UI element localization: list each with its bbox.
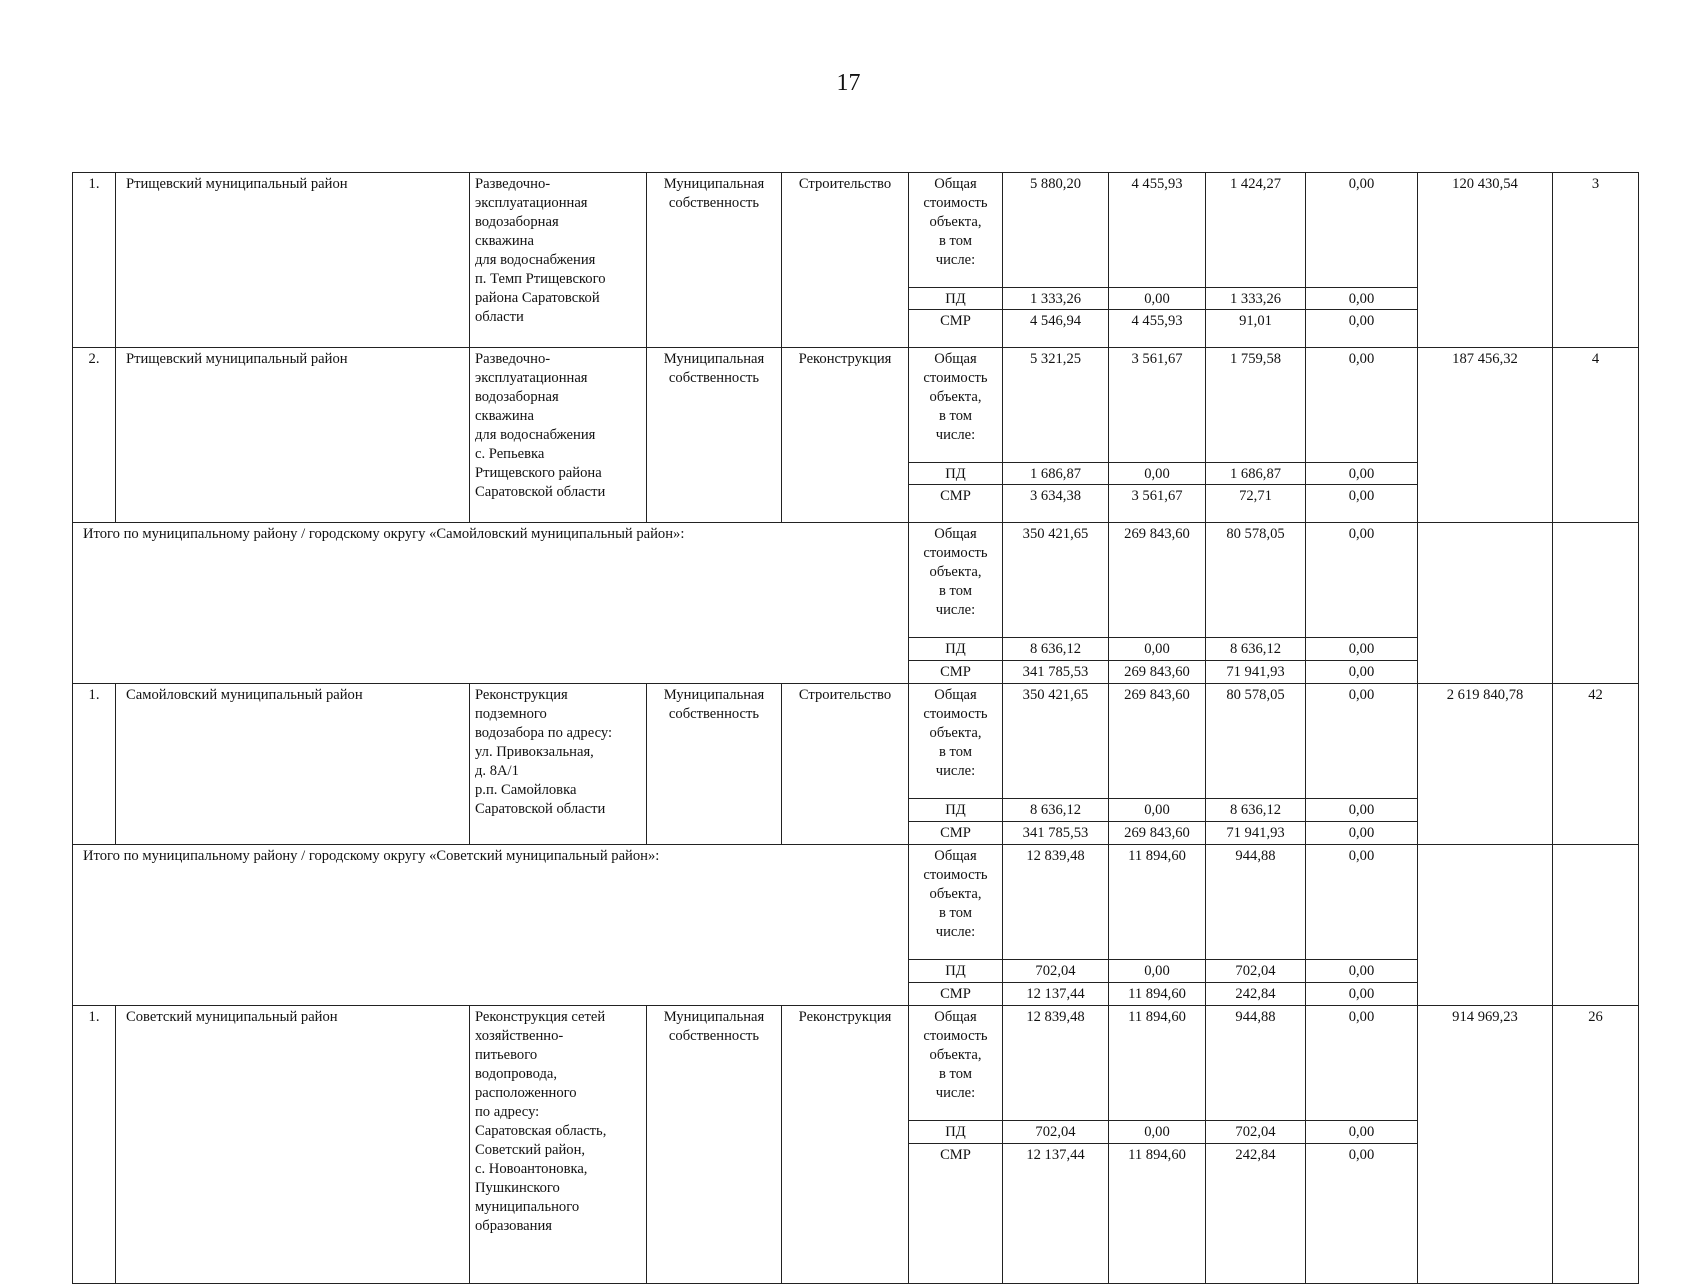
object-description: Реконструкция сетей хозяйственно- питьевого водопровода, расположенного по адресу: Саратовская область, Советский район, с. Новоантоновка, Пушкинского муниципального образования: [470, 1006, 647, 1284]
pd-value: 702,04: [1003, 960, 1109, 983]
pd-value: 8 636,12: [1206, 799, 1306, 822]
total-cost-value: 3 561,67: [1109, 348, 1206, 463]
empty-cell: [1418, 845, 1553, 1006]
total-cost-value: 11 894,60: [1109, 845, 1206, 960]
pd-value: 0,00: [1109, 799, 1206, 822]
district-total-label: Итого по муниципальному району / городскому округу «Советский муниципальный район»:: [73, 845, 909, 1006]
object-description: Разведочно- эксплуатационная водозаборная скважина для водоснабжения с. Репьевка Ртищевского района Саратовской области: [470, 348, 647, 523]
pd-value: 702,04: [1206, 960, 1306, 983]
smr-value: 11 894,60: [1109, 983, 1206, 1006]
pd-value: 8 636,12: [1206, 638, 1306, 661]
smr-label: СМР: [909, 822, 1003, 845]
total-cost-value: 0,00: [1306, 1006, 1418, 1121]
total-cost-value: 12 839,48: [1003, 845, 1109, 960]
pd-value: 0,00: [1306, 799, 1418, 822]
total-cost-value: 0,00: [1306, 348, 1418, 463]
smr-value: 0,00: [1306, 485, 1418, 523]
smr-value: 0,00: [1306, 1144, 1418, 1284]
work-type: Реконструкция: [782, 348, 909, 523]
total-cost-value: 11 894,60: [1109, 1006, 1206, 1121]
ownership-type: Муниципальная собственность: [647, 1006, 782, 1284]
investment-objects-table: [72, 172, 1639, 1284]
smr-value: 3 561,67: [1109, 485, 1206, 523]
pd-value: 1 686,87: [1003, 463, 1109, 485]
pd-value: 8 636,12: [1003, 638, 1109, 661]
pd-value: 0,00: [1109, 288, 1206, 310]
pd-label: ПД: [909, 288, 1003, 310]
smr-value: 4 546,94: [1003, 310, 1109, 348]
smr-label: СМР: [909, 661, 1003, 684]
capacity-value: 914 969,23: [1418, 1006, 1553, 1284]
total-cost-label: Общая стоимость объекта, в том числе:: [909, 1006, 1003, 1121]
total-cost-value: 0,00: [1306, 684, 1418, 799]
pd-value: 1 333,26: [1003, 288, 1109, 310]
pd-label: ПД: [909, 960, 1003, 983]
total-cost-value: 1 759,58: [1206, 348, 1306, 463]
table-body: [73, 173, 1639, 1284]
smr-value: 0,00: [1306, 310, 1418, 348]
work-type: Реконструкция: [782, 1006, 909, 1284]
row-number: 1.: [73, 1006, 116, 1284]
total-cost-value: 80 578,05: [1206, 523, 1306, 638]
pd-value: 0,00: [1109, 638, 1206, 661]
smr-label: СМР: [909, 983, 1003, 1006]
smr-value: 269 843,60: [1109, 661, 1206, 684]
total-cost-value: 269 843,60: [1109, 523, 1206, 638]
total-cost-value: 0,00: [1306, 173, 1418, 288]
district-name: Ртищевский муниципальный район: [116, 348, 470, 523]
smr-value: 341 785,53: [1003, 822, 1109, 845]
total-cost-value: 5 321,25: [1003, 348, 1109, 463]
pd-value: 8 636,12: [1003, 799, 1109, 822]
pd-label: ПД: [909, 1121, 1003, 1144]
smr-value: 3 634,38: [1003, 485, 1109, 523]
capacity-value: 187 456,32: [1418, 348, 1553, 523]
table-row-total: [73, 523, 1639, 638]
smr-label: СМР: [909, 310, 1003, 348]
total-cost-label: Общая стоимость объекта, в том числе:: [909, 523, 1003, 638]
object-description: Реконструкция подземного водозабора по адресу: ул. Привокзальная, д. 8А/1 р.п. Самойловка Саратовской области: [470, 684, 647, 845]
pd-label: ПД: [909, 799, 1003, 822]
district-name: Советский муниципальный район: [116, 1006, 470, 1284]
total-cost-label: Общая стоимость объекта, в том числе:: [909, 173, 1003, 288]
pd-label: ПД: [909, 463, 1003, 485]
smr-value: 12 137,44: [1003, 1144, 1109, 1284]
table-row-item: [73, 173, 1639, 288]
total-cost-value: 944,88: [1206, 1006, 1306, 1121]
smr-value: 71 941,93: [1206, 822, 1306, 845]
pd-value: 0,00: [1306, 288, 1418, 310]
smr-value: 4 455,93: [1109, 310, 1206, 348]
pd-label: ПД: [909, 638, 1003, 661]
smr-value: 72,71: [1206, 485, 1306, 523]
capacity-value: 2 619 840,78: [1418, 684, 1553, 845]
pd-value: 702,04: [1206, 1121, 1306, 1144]
empty-cell: [1418, 523, 1553, 684]
smr-label: СМР: [909, 485, 1003, 523]
total-cost-value: 350 421,65: [1003, 523, 1109, 638]
pd-value: 702,04: [1003, 1121, 1109, 1144]
smr-value: 71 941,93: [1206, 661, 1306, 684]
pd-value: 0,00: [1306, 1121, 1418, 1144]
smr-value: 0,00: [1306, 661, 1418, 684]
smr-value: 11 894,60: [1109, 1144, 1206, 1284]
smr-value: 242,84: [1206, 1144, 1306, 1284]
count-value: 42: [1553, 684, 1639, 845]
count-value: 26: [1553, 1006, 1639, 1284]
capacity-value: 120 430,54: [1418, 173, 1553, 348]
pd-value: 0,00: [1109, 960, 1206, 983]
table-row-total: [73, 845, 1639, 960]
smr-value: 341 785,53: [1003, 661, 1109, 684]
total-cost-label: Общая стоимость объекта, в том числе:: [909, 348, 1003, 463]
page-number: 17: [836, 70, 861, 96]
pd-value: 0,00: [1109, 1121, 1206, 1144]
ownership-type: Муниципальная собственность: [647, 684, 782, 845]
pd-value: 0,00: [1109, 463, 1206, 485]
count-value: 4: [1553, 348, 1639, 523]
pd-value: 0,00: [1306, 960, 1418, 983]
pd-value: 0,00: [1306, 463, 1418, 485]
total-cost-value: 944,88: [1206, 845, 1306, 960]
total-cost-value: 5 880,20: [1003, 173, 1109, 288]
total-cost-value: 4 455,93: [1109, 173, 1206, 288]
total-cost-label: Общая стоимость объекта, в том числе:: [909, 845, 1003, 960]
total-cost-value: 0,00: [1306, 523, 1418, 638]
total-cost-label: Общая стоимость объекта, в том числе:: [909, 684, 1003, 799]
row-number: 2.: [73, 348, 116, 523]
district-total-label: Итого по муниципальному району / городскому округу «Самойловский муниципальный район»:: [73, 523, 909, 684]
empty-cell: [1553, 845, 1639, 1006]
district-name: Самойловский муниципальный район: [116, 684, 470, 845]
work-type: Строительство: [782, 173, 909, 348]
smr-value: 242,84: [1206, 983, 1306, 1006]
ownership-type: Муниципальная собственность: [647, 348, 782, 523]
smr-label: СМР: [909, 1144, 1003, 1284]
total-cost-value: 80 578,05: [1206, 684, 1306, 799]
empty-cell: [1553, 523, 1639, 684]
smr-value: 0,00: [1306, 822, 1418, 845]
pd-value: 0,00: [1306, 638, 1418, 661]
object-description: Разведочно- эксплуатационная водозаборная скважина для водоснабжения п. Темп Ртищевского района Саратовской области: [470, 173, 647, 348]
district-name: Ртищевский муниципальный район: [116, 173, 470, 348]
work-type: Строительство: [782, 684, 909, 845]
pd-value: 1 333,26: [1206, 288, 1306, 310]
smr-value: 269 843,60: [1109, 822, 1206, 845]
smr-value: 12 137,44: [1003, 983, 1109, 1006]
total-cost-value: 1 424,27: [1206, 173, 1306, 288]
row-number: 1.: [73, 684, 116, 845]
total-cost-value: 350 421,65: [1003, 684, 1109, 799]
total-cost-value: 269 843,60: [1109, 684, 1206, 799]
total-cost-value: 12 839,48: [1003, 1006, 1109, 1121]
smr-value: 0,00: [1306, 983, 1418, 1006]
pd-value: 1 686,87: [1206, 463, 1306, 485]
smr-value: 91,01: [1206, 310, 1306, 348]
count-value: 3: [1553, 173, 1639, 348]
table-row-item: [73, 348, 1639, 463]
row-number: 1.: [73, 173, 116, 348]
table-row-item: [73, 1006, 1639, 1121]
total-cost-value: 0,00: [1306, 845, 1418, 960]
table-row-item: [73, 684, 1639, 799]
ownership-type: Муниципальная собственность: [647, 173, 782, 348]
